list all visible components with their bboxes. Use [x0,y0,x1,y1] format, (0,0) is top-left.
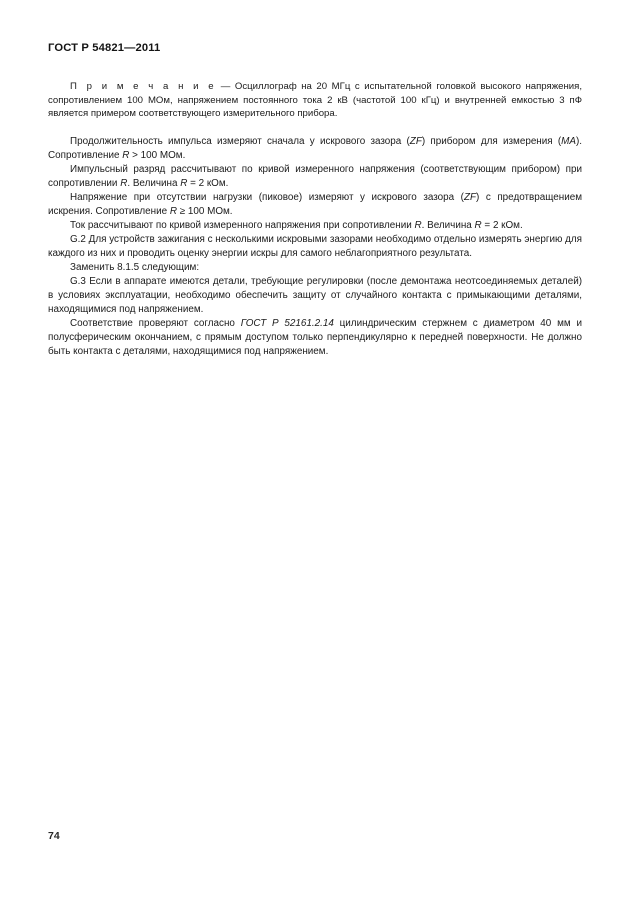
p-pulse-discharge-run-2: . Величина [127,177,181,189]
p-pulse-duration-italic-5: R [122,149,130,161]
p-current-calc-run-4: = 2 кОм. [481,219,523,231]
p-pulse-duration-italic-3: MA [561,135,576,147]
p-pulse-duration-run-2: ) прибором для измерения ( [421,135,562,147]
p-no-load-voltage-run-2: ) с предотвращением искрения. Сопротивление [48,191,582,217]
p-current-calc-italic-3: R [474,219,482,231]
note-dash: — [216,81,235,92]
p-compliance-italic-1: ГОСТ Р 52161.2.14 [240,317,334,329]
note-paragraph [48,80,582,121]
p-pulse-discharge [48,163,582,191]
note-text: Осциллограф на 20 МГц с испытательной головкой высокого напряжения, сопротивлением 100 МОм, напряжением постоянного тока 2 кВ (частотой 100 кГц) и внутренней емкостью 3 пФ является примером соответствующего измерительного прибора. [48,81,582,120]
note-spacer [48,121,582,135]
p-pulse-duration [48,135,582,163]
p-current-calc [48,219,582,233]
p-replace [48,261,582,275]
note-label: П р и м е ч а н и е [70,81,217,92]
p-g2-run-0: G.2 Для устройств зажигания с несколькими искровыми зазорами необходимо отдельно измерять энергию для каждого из них и проводить оценку энергии искры для самого неблагоприятного результата. [48,233,582,259]
p-current-calc-run-2: . Величина [421,219,475,231]
p-g3-run-0: G.3 Если в аппарате имеются детали, требующие регулировки (после демонтажа неотсоединяемых деталей) в условиях эксплуатации, необходимо обеспечить защиту от случайного контакта с примыкающими деталями, находящимися под напряжением. [48,275,582,315]
p-replace-run-0: Заменить 8.1.5 следующим: [70,261,200,273]
p-no-load-voltage-italic-3: R [169,205,177,217]
p-no-load-voltage-run-4: ≥ 100 МОм. [176,205,233,217]
p-no-load-voltage [48,191,582,219]
p-pulse-duration-run-6: > 100 МОм. [129,149,186,161]
document-body [48,80,582,359]
p-no-load-voltage-run-0: Напряжение при отсутствии нагрузки (пиковое) измеряют у искрового зазора ( [70,191,464,203]
page-header-standard-number: ГОСТ Р 54821—2011 [48,42,161,54]
p-pulse-discharge-run-4: = 2 кОм. [187,177,229,189]
p-g2 [48,233,582,261]
p-pulse-duration-run-4: ). Сопротивление [48,135,583,161]
paragraph-list [48,135,582,359]
p-compliance-run-0: Соответствие проверяют согласно [70,317,241,329]
p-pulse-discharge-run-0: Импульсный разряд рассчитывают по кривой измеренного напряжения (соответствующим прибором) при сопротивлении [48,163,582,189]
p-g3 [48,275,582,317]
p-pulse-duration-italic-1: ZF [409,135,422,147]
p-current-calc-italic-1: R [414,219,422,231]
p-pulse-duration-run-0: Продолжительность импульса измеряют сначала у искрового зазора ( [70,135,410,147]
page-number: 74 [48,830,60,842]
p-current-calc-run-0: Ток рассчитывают по кривой измеренного напряжения при сопротивлении [70,219,415,231]
p-compliance [48,317,582,359]
p-pulse-discharge-italic-1: R [120,177,128,189]
p-no-load-voltage-italic-1: ZF [463,191,477,203]
p-compliance-run-2: цилиндрическим стержнем с диаметром 40 мм и полусферическим окончанием, с прямым доступом только перпендикулярно к передней поверхности. Не должно быть контакта с деталями, находящимися под напряжением. [48,317,582,357]
p-pulse-discharge-italic-3: R [180,177,188,189]
